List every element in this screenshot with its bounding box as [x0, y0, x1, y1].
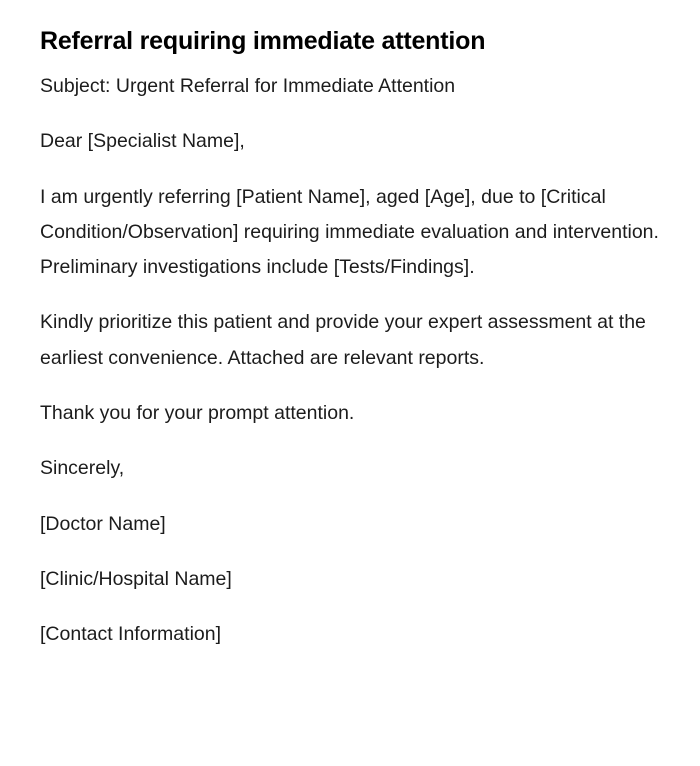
body-paragraph-1: I am urgently referring [Patient Name], aged [Age], due to [Critical Condition/Observation] requiring immediate evaluation and intervention. Preliminary investigations include [Tests/Findings].	[40, 185, 659, 279]
salutation: Dear [Specialist Name],	[40, 130, 245, 153]
body-paragraph-2: Kindly prioritize this patient and provide your expert assessment at the earliest convenience. Attached are relevant reports.	[40, 311, 646, 369]
thanks-line: Thank you for your prompt attention.	[40, 402, 355, 425]
clinic-name: [Clinic/Hospital Name]	[40, 567, 232, 590]
doctor-name: [Doctor Name]	[40, 512, 166, 535]
document-title: Referral requiring immediate attention	[40, 27, 486, 55]
contact-information: [Contact Information]	[40, 623, 222, 646]
closing-line: Sincerely,	[40, 457, 125, 480]
letter-document	[40, 24, 660, 653]
subject-line: Subject: Urgent Referral for Immediate Attention	[40, 75, 456, 97]
